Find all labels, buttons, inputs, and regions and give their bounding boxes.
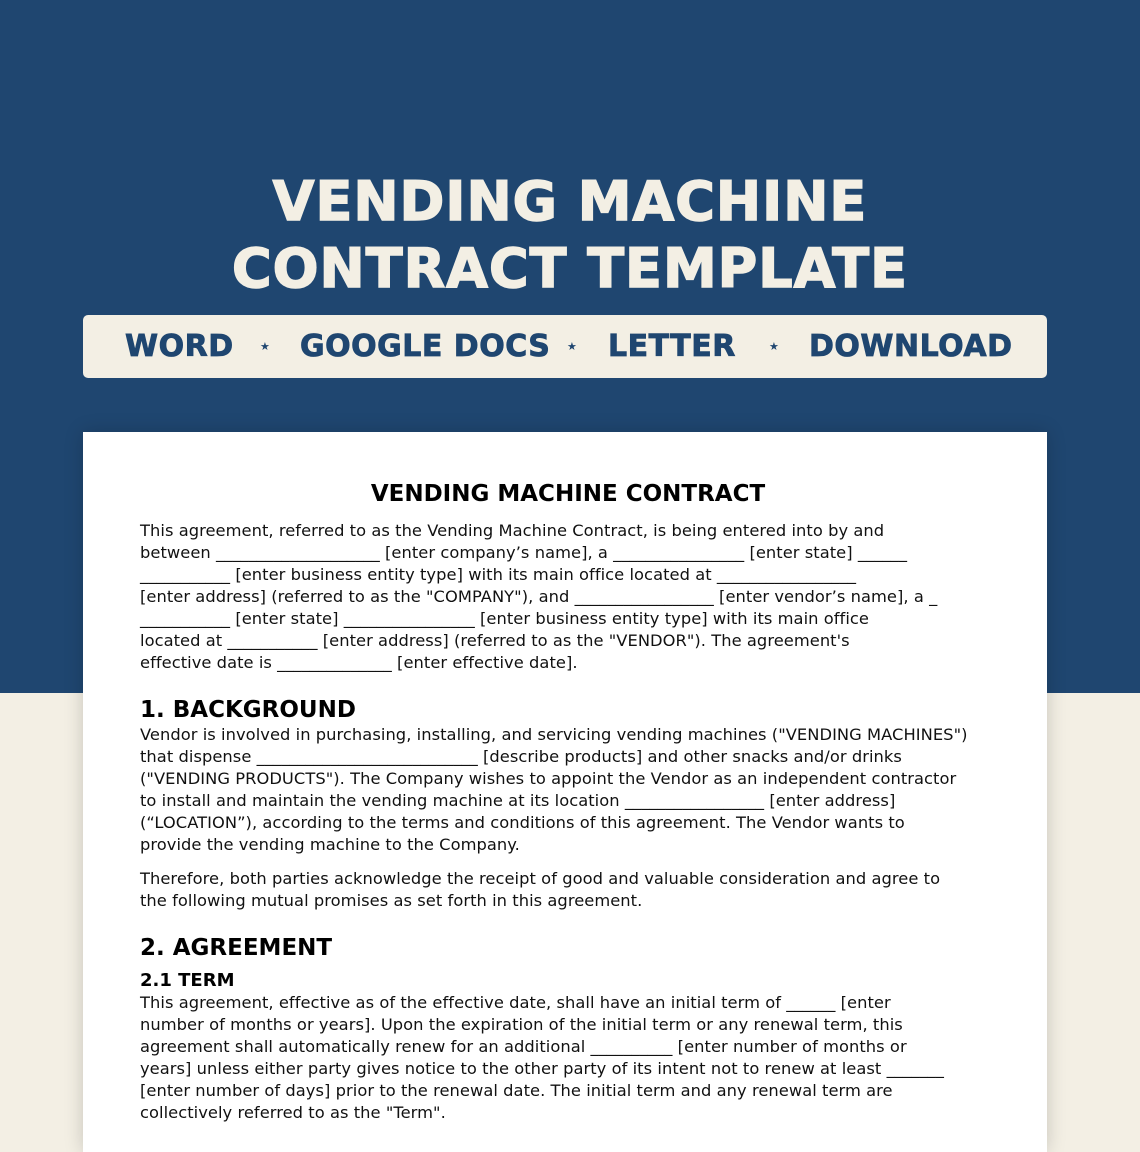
- text-line: the following mutual promises as set forth in this agreement.: [140, 891, 643, 910]
- star-separator-icon: ★: [260, 340, 270, 353]
- term-paragraph: [140, 992, 996, 1124]
- text-line: between ____________________ [enter company’s name], a ________________ [enter state] ______: [140, 543, 908, 562]
- intro-paragraph: [140, 520, 996, 674]
- banner-title: [0, 168, 1140, 302]
- text-line: [enter number of days] prior to the renewal date. The initial term and any renewal term are: [140, 1081, 893, 1100]
- background-paragraph-2: [140, 868, 996, 912]
- format-letter: LETTER: [608, 329, 736, 364]
- background-paragraph-1: [140, 724, 996, 856]
- text-line: to install and maintain the vending machine at its location _________________ [enter address]: [140, 791, 896, 810]
- text-line: This agreement, referred to as the Vending Machine Contract, is being entered into by and: [140, 521, 885, 540]
- document-body: [140, 480, 996, 1136]
- text-line: Therefore, both parties acknowledge the receipt of good and valuable consideration and agree to: [140, 869, 941, 888]
- text-line: agreement shall automatically renew for an additional __________ [enter number of months or: [140, 1037, 907, 1056]
- section-heading-agreement: 2. AGREEMENT: [140, 935, 333, 961]
- text-line: ___________ [enter state] ________________ [enter business entity type] with its main office: [140, 609, 869, 628]
- text-line: years] unless either party gives notice to the other party of its intent not to renew at least _______: [140, 1059, 944, 1078]
- document-title: VENDING MACHINE CONTRACT: [370, 481, 766, 507]
- section-heading-background: 1. BACKGROUND: [140, 697, 356, 723]
- document-preview: [83, 432, 1047, 1152]
- text-line: provide the vending machine to the Company.: [140, 835, 520, 854]
- banner-title-line-1: VENDING MACHINE: [272, 170, 868, 233]
- text-line: [enter address] (referred to as the "COMPANY"), and _________________ [enter vendor’s name], a _: [140, 587, 938, 606]
- subsection-heading-term: 2.1 TERM: [140, 970, 235, 991]
- star-separator-icon: ★: [769, 340, 779, 353]
- banner-title-line-2: CONTRACT TEMPLATE: [232, 237, 908, 300]
- text-line: located at ___________ [enter address] (referred to as the "VENDOR"). The agreement's: [140, 631, 850, 650]
- text-line: ("VENDING PRODUCTS"). The Company wishes to appoint the Vendor as an independent contractor: [140, 769, 957, 788]
- text-line: This agreement, effective as of the effective date, shall have an initial term of ______ [enter: [140, 993, 891, 1012]
- format-download: DOWNLOAD: [809, 329, 1013, 364]
- text-line: that dispense ___________________________ [describe products] and other snacks and/or drinks: [140, 747, 902, 766]
- text-line: collectively referred to as the "Term".: [140, 1103, 446, 1122]
- format-bar: [83, 315, 1047, 378]
- format-google-docs: GOOGLE DOCS: [300, 329, 551, 364]
- star-separator-icon: ★: [567, 340, 577, 353]
- text-line: Vendor is involved in purchasing, installing, and servicing vending machines ("VENDING MACHINES"): [140, 725, 968, 744]
- text-line: number of months or years]. Upon the expiration of the initial term or any renewal term, this: [140, 1015, 903, 1034]
- text-line: (“LOCATION”), according to the terms and conditions of this agreement. The Vendor wants to: [140, 813, 905, 832]
- format-word: WORD: [125, 329, 234, 364]
- text-line: ___________ [enter business entity type] with its main office located at _________________: [140, 565, 857, 584]
- text-line: effective date is ______________ [enter effective date].: [140, 653, 578, 672]
